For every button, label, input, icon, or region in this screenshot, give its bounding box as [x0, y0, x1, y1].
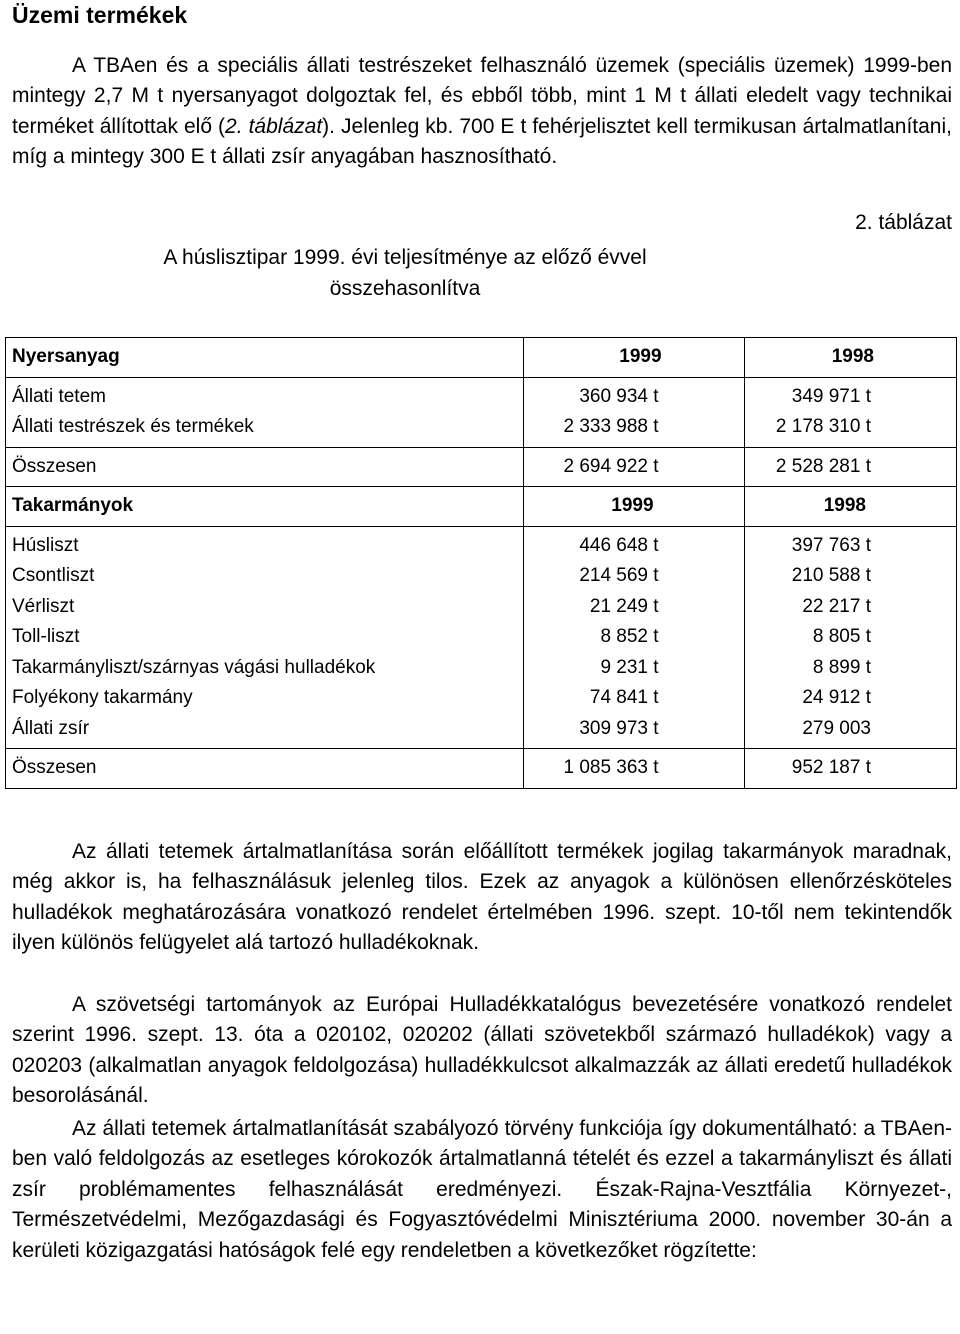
table-row	[6, 526, 957, 749]
header-cell: 1999	[524, 487, 744, 527]
header-cell: 1998	[744, 338, 956, 378]
value-1998: 279 003	[802, 717, 871, 739]
row-label: Húsliszt	[12, 534, 79, 556]
total-1999: 2 694 922 t	[563, 455, 659, 477]
label-cell	[6, 377, 524, 447]
value-1999: 8 852 t	[600, 626, 659, 647]
header-cell: Takarmányok	[6, 487, 524, 527]
row-label: Állati testrészek és termékek	[12, 416, 254, 437]
value-1998: 8 899 t	[812, 656, 871, 678]
value-1998: 2 178 310 t	[775, 416, 871, 437]
value-cell	[744, 377, 956, 447]
value-1998: 397 763 t	[791, 534, 871, 556]
header-cell: 1999	[524, 338, 744, 378]
table-caption-line2: összehasonlítva	[329, 277, 481, 300]
total-label: Összesen	[12, 757, 97, 778]
value-1999: 360 934 t	[579, 385, 659, 407]
value-cell	[744, 447, 956, 487]
header-cell: 1998	[744, 487, 956, 527]
value-1999: 74 841 t	[589, 687, 659, 708]
section-heading: Üzemi termékek	[12, 2, 188, 28]
row-label: Takarmányliszt/szárnyas vágási hulladékok	[12, 656, 376, 678]
row-label: Állati zsír	[12, 717, 90, 739]
value-cell	[744, 526, 956, 749]
value-1999: 214 569 t	[579, 565, 659, 586]
value-1998: 22 217 t	[802, 595, 871, 617]
total-1998: 952 187 t	[791, 757, 871, 778]
value-cell	[744, 749, 956, 789]
table-reference-inline: 2. táblázat	[225, 114, 323, 138]
row-label: Állati tetem	[12, 385, 106, 407]
value-1999: 446 648 t	[579, 534, 659, 556]
value-cell	[524, 377, 744, 447]
intro-text-after: ). Jelenleg kb. 700 E t fehérjelisztet kell termikusan ártalmatlanítani, míg a mintegy 300 E t állati zsír anyagában hasznosítható.	[12, 114, 952, 169]
table-row-total	[6, 447, 957, 487]
row-label: Folyékony takarmány	[12, 687, 193, 708]
table-row-feed-header	[6, 487, 957, 527]
total-1998: 2 528 281 t	[775, 455, 871, 477]
value-1999: 2 333 988 t	[563, 416, 659, 437]
value-1998: 349 971 t	[791, 385, 871, 407]
row-label: Vérliszt	[12, 595, 75, 617]
law-function-paragraph: Az állati tetemek ártalmatlanítását szabályozó törvény funkciója így dokumentálható: a TBAen-ben való feldolgozás az esetleges kórokozók ártalmatlanná tételét és ezzel a takarmányliszt és állati zsír problémamentes felhasználását eredményezi. Észak-Rajna-Vesztfália Környezet-, Természetvédelmi, Mezőgazdasági és Fogyasztóvédelmi Minisztériuma 2000. november 30-án a kerületi közigazgatási hatóságok felé egy rendeletben a következőket rögzítette:	[12, 1117, 952, 1262]
total-label: Összesen	[12, 455, 97, 477]
table-number: 2. táblázat	[855, 211, 952, 234]
value-1998: 8 805 t	[812, 626, 871, 647]
label-cell	[6, 526, 524, 749]
legal-status-paragraph: Az állati tetemek ártalmatlanítása során előállított termékek jogilag takarmányok maradnak, még akkor is, ha felhasználásuk jelenleg tilos. Ezek az anyagok a különösen ellenőrzésköteles hulladékok meghatározására vonatkozó rendelet értelmében 1996. szept. 10-től nem tekintendők ilyen különös felügyelet alá tartozó hulladékoknak.	[12, 840, 952, 955]
waste-catalogue-paragraph: A szövetségi tartományok az Európai Hulladékkatalógus bevezetésére vonatkozó rendelet szerint 1996. szept. 13. óta a 020102, 020202 (állati szövetekből származó hulladékok) vagy a 020203 (alkalmatlan anyagok feldolgozása) hulladékkulcsot alkalmazzák az állati eredetű hulladékok besorolásánál.	[12, 993, 952, 1108]
table-caption-line1: A húslisztipar 1999. évi teljesítménye az előző évvel	[163, 246, 647, 269]
value-cell	[524, 447, 744, 487]
value-1998: 210 588 t	[791, 565, 871, 586]
value-1999: 9 231 t	[600, 656, 659, 678]
table-row-raw-material-header	[6, 338, 957, 378]
production-table	[5, 337, 957, 789]
value-cell	[524, 526, 744, 749]
table-row-total	[6, 749, 957, 789]
total-1999: 1 085 363 t	[563, 757, 659, 778]
table-caption	[10, 242, 800, 304]
table-row	[6, 377, 957, 447]
value-1998: 24 912 t	[802, 687, 871, 708]
header-cell: Nyersanyag	[6, 338, 524, 378]
value-cell	[524, 749, 744, 789]
row-label: Csontliszt	[12, 565, 95, 586]
label-cell	[6, 749, 524, 789]
value-1999: 21 249 t	[589, 595, 659, 617]
value-1999: 309 973 t	[579, 717, 659, 739]
row-label: Toll-liszt	[12, 626, 80, 647]
intro-text-before: A TBAen és a speciális állati testrészeket felhasználó üzemek (speciális üzemek) 1999-ben mintegy 2,7 M t nyersanyagot dolgoztak fel, és ebből több, mint 1 M t állati eledelt vagy technikai terméket állítottak elő (	[12, 54, 952, 138]
label-cell	[6, 447, 524, 487]
intro-paragraph	[12, 51, 952, 203]
